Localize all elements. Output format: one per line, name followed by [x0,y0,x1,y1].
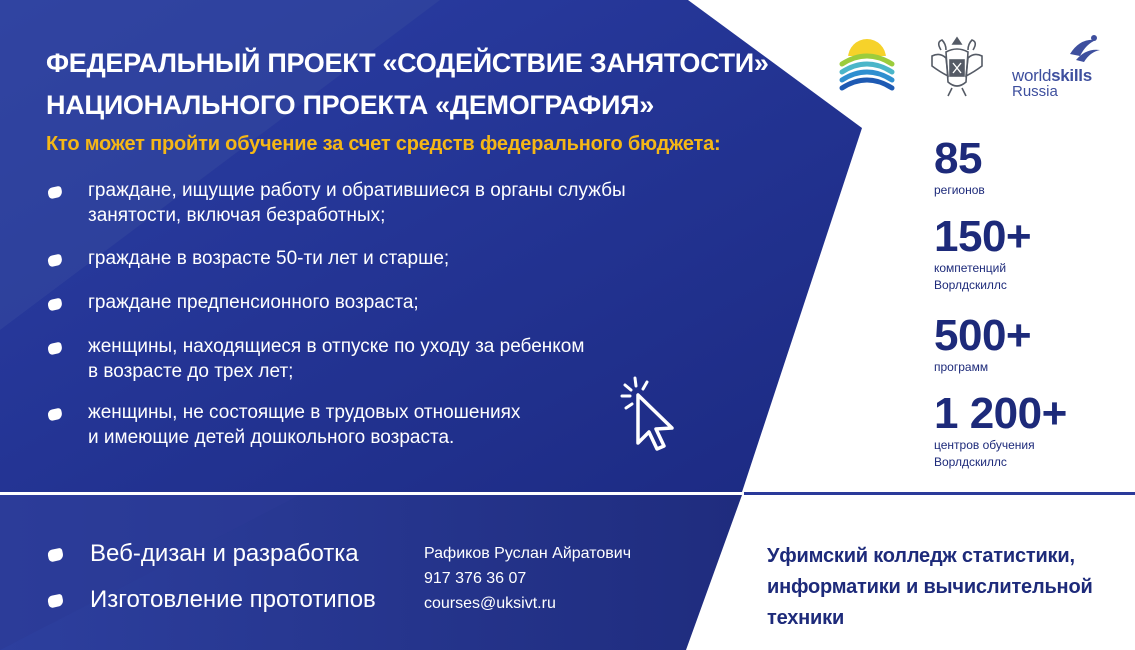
stat-value: 150+ [934,212,1032,261]
stat-value: 1 200+ [934,389,1067,438]
stat-centers [934,391,1067,471]
stat-value: 500+ [934,311,1032,360]
list-item-text: граждане предпенсионного возраста; [88,292,419,313]
worldskills-wordmark [1012,68,1092,84]
contact-block [424,541,631,616]
worldskills-mark-icon [1066,34,1102,64]
stat-label: компетенций [934,261,1007,275]
title-line-1: ФЕДЕРАЛЬНЫЙ ПРОЕКТ «СОДЕЙСТВИЕ ЗАНЯТОСТИ» [46,48,769,78]
contact-name: Рафиков Руслан Айратович [424,545,632,562]
divider [744,492,1135,495]
list-item-text: женщины, находящиеся в отпуске по уходу за ребенком [88,336,585,357]
double-headed-eagle-emblem-icon [926,32,988,100]
college-name-line: техники [767,607,845,629]
list-item-text: занятости, включая безработных; [88,205,386,226]
worldskills-russia: Russia [1012,83,1058,100]
eligibility-heading: Кто может пройти обучение за счет средств федерального бюджета: [46,133,721,155]
cursor-click-icon [618,375,682,453]
worldskills-word-world: world [1012,66,1052,85]
service-label: Веб-дизан и разработка [90,540,359,567]
stat-label: регионов [934,183,985,197]
title-line-2: НАЦИОНАЛЬНОГО ПРОЕКТА «ДЕМОГРАФИЯ» [46,90,654,120]
list-item-text: и имеющие детей дошкольного возраста. [88,427,455,448]
stat-label: программ [934,360,989,374]
partner-logos [838,32,1108,102]
service-label: Изготовление прототипов [90,586,376,613]
worldskills-logo-icon [1012,34,1108,100]
stat-label: центров обучения [934,438,1035,452]
page-title [46,42,769,126]
college-name [767,541,1093,634]
stat-programs [934,313,1031,376]
college-name-line: Уфимский колледж статистики, [767,545,1075,567]
stat-value: 85 [934,134,982,183]
list-item-text: граждане в возрасте 50-ти лет и старше; [88,248,450,269]
contact-phone[interactable]: 917 376 36 07 [424,570,527,587]
contact-email[interactable]: courses@uksivt.ru [424,595,556,612]
stat-competencies [934,214,1031,294]
worldskills-word-skills: skills [1051,66,1092,85]
list-item-text: граждане, ищущие работу и обратившиеся в органы службы [88,180,626,201]
list-item-text: женщины, не состоящие в трудовых отношениях [88,402,521,423]
stat-label: Ворлдскиллс [934,278,1007,292]
college-name-line: информатики и вычислительной [767,576,1093,598]
stat-regions [934,136,985,199]
stat-label: Ворлдскиллс [934,455,1007,469]
list-item-text: в возрасте до трех лет; [88,361,294,382]
sun-waves-logo-icon [838,32,896,94]
